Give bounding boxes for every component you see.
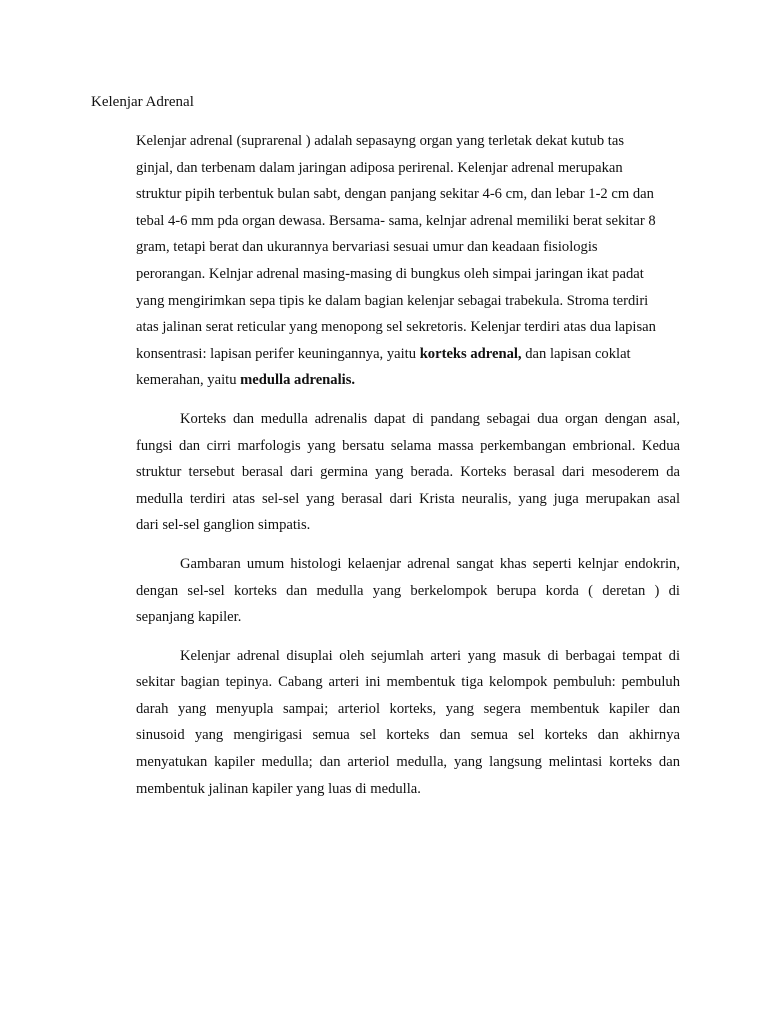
text-line: [136, 406, 680, 433]
text-line: [136, 128, 680, 155]
text-run: Gambaran umum histologi kelaenjar adrenal sangat khas seperti kelnjar endokrin,: [180, 555, 680, 572]
text-run: sekitar bagian tepinya. Cabang arteri ini membentuk tiga kelompok pembuluh: pembuluh: [136, 674, 680, 691]
bold-term: korteks adrenal,: [419, 345, 522, 362]
text-run: menyatukan kapiler medulla; dan arteriol medulla, yang langsung melintasi korteks dan: [136, 754, 680, 771]
text-line: [136, 314, 680, 341]
text-run: membentuk jalinan kapiler yang luas di medulla.: [136, 780, 421, 797]
text-run: sinusoid yang mengirigasi semua sel korteks dan semua sel korteks dan akhirnya: [136, 727, 680, 744]
paragraph: [136, 643, 680, 803]
text-run: Kelenjar adrenal (suprarenal ) adalah sepasayng organ yang terletak dekat kutub tas: [136, 133, 625, 149]
text-run: dengan sel-sel korteks dan medulla yang berkelompok berupa korda ( deretan ) di: [136, 582, 680, 599]
paragraph: [136, 551, 680, 631]
text-run: konsentrasi: lapisan perifer keuningannya, yaitu: [136, 345, 420, 362]
text-line: [136, 776, 680, 803]
text-run: atas jalinan serat reticular yang menopong sel sekretoris. Kelenjar terdiri atas dua lapisan: [136, 319, 656, 336]
text-line: [136, 459, 680, 486]
bold-term: medulla adrenalis.: [240, 372, 356, 389]
text-line: [136, 669, 680, 696]
paragraph: [136, 128, 680, 394]
text-line: [136, 155, 680, 182]
text-line: [136, 208, 680, 235]
text-line: [136, 643, 680, 670]
text-line: [136, 551, 680, 578]
text-line: [136, 512, 680, 539]
text-line: [136, 341, 680, 368]
text-run: perorangan. Kelnjar adrenal masing-masing di bungkus oleh simpai jaringan ikat padat: [136, 265, 644, 282]
text-line: [136, 288, 680, 315]
text-run: sepanjang kapiler.: [136, 609, 242, 626]
text-run: fungsi dan cirri marfologis yang bersatu selama massa perkembangan embrional. Kedua: [136, 437, 680, 454]
text-run: tebal 4-6 mm pda organ dewasa. Bersama- sama, kelnjar adrenal memiliki berat sekitar 8: [136, 212, 656, 229]
text-run: Korteks dan medulla adrenalis dapat di pandang sebagai dua organ dengan asal,: [180, 410, 680, 427]
text-run: Kelenjar adrenal disuplai oleh sejumlah arteri yang masuk di berbagai tempat di: [180, 647, 680, 664]
text-line: [136, 486, 680, 513]
text-run: medulla terdiri atas sel-sel yang berasal dari Krista neuralis, yang juga merupakan asal: [136, 490, 680, 507]
text-line: [136, 578, 680, 605]
text-line: [136, 261, 680, 288]
document-title: Kelenjar Adrenal: [91, 94, 194, 110]
document-body: [136, 128, 680, 814]
text-run: darah yang menyupla sampai; arteriol korteks, yang segera membentuk kapiler dan: [136, 700, 680, 717]
text-line: [136, 234, 680, 261]
text-line: [136, 181, 680, 208]
text-line: [136, 604, 680, 631]
text-line: [136, 749, 680, 776]
text-run: struktur tersebut berasal dari germina yang berada. Korteks berasal dari mesoderem da: [136, 464, 680, 481]
text-run: yang mengirimkan sepa tipis ke dalam bagian kelenjar sebagai trabekula. Stroma terdiri: [136, 292, 649, 309]
text-run: ginjal, dan terbenam dalam jaringan adiposa perirenal. Kelenjar adrenal merupakan: [136, 159, 623, 176]
text-run: gram, tetapi berat dan ukurannya bervariasi sesuai umur dan keadaan fisiologis: [136, 239, 598, 256]
text-line: [136, 433, 680, 460]
text-run: kemerahan, yaitu: [136, 372, 241, 389]
text-run: struktur pipih terbentuk bulan sabt, dengan panjang sekitar 4-6 cm, dan lebar 1-2 cm dan: [136, 186, 654, 203]
text-line: [136, 696, 680, 723]
text-run: dari sel-sel ganglion simpatis.: [136, 517, 311, 534]
text-line: [136, 367, 680, 394]
text-line: [136, 722, 680, 749]
text-run: dan lapisan coklat: [521, 345, 631, 362]
paragraph: [136, 406, 680, 539]
